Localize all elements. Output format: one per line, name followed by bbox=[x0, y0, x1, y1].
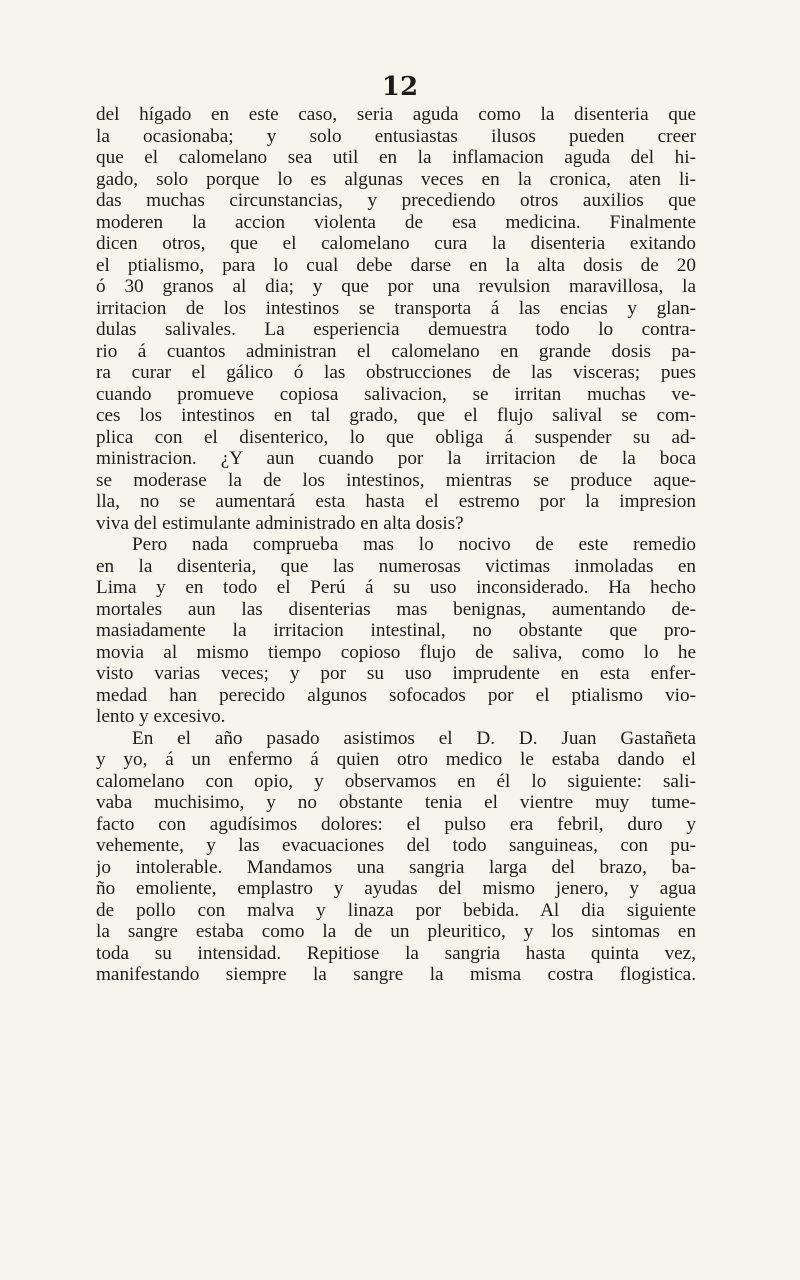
text-line: ministracion. ¿Y aun cuando por la irritacion de la boca bbox=[96, 448, 696, 469]
text-line: manifestando siempre la sangre la misma costra flogistica. bbox=[96, 964, 696, 985]
text-line: la sangre estaba como la de un pleuritico, y los sintomas en bbox=[96, 921, 696, 942]
text-line: viva del estimulante administrado en alta dosis? bbox=[96, 512, 464, 534]
text-line: toda su intensidad. Repitiose la sangria hasta quinta vez, bbox=[96, 942, 696, 964]
text-line: vaba muchisimo, y no obstante tenia el vientre muy tume- bbox=[96, 792, 696, 813]
text-line: de pollo con malva y linaza por bebida. Al dia siguiente bbox=[96, 899, 696, 921]
text-line: facto con agudísimos dolores: el pulso era febril, duro y bbox=[96, 813, 696, 835]
text-line: das muchas circunstancias, y precediendo otros auxilios que bbox=[96, 190, 696, 211]
text-line: la ocasionaba; y solo entusiastas ilusos pueden creer bbox=[96, 125, 696, 147]
text-line: plica con el disenterico, lo que obliga á suspender su ad- bbox=[96, 426, 696, 448]
text-line: el ptialismo, para lo cual debe darse en la alta dosis de 20 bbox=[96, 254, 696, 276]
text-line: En el año pasado asistimos el D. D. Juan Gastañeta bbox=[132, 727, 696, 749]
text-line: ces los intestinos en tal grado, que el flujo salival se com- bbox=[96, 405, 696, 426]
text-line: en la disenteria, que las numerosas victimas inmoladas en bbox=[96, 555, 696, 577]
text-line: mortales aun las disenterias mas benignas, aumentando de- bbox=[96, 598, 696, 620]
text-line: cuando promueve copiosa salivacion, se irritan muchas ve- bbox=[96, 383, 696, 405]
text-line: moderen la accion violenta de esa medicina. Finalmente bbox=[96, 211, 696, 233]
text-line: ra curar el gálico ó las obstrucciones de las visceras; pues bbox=[96, 362, 696, 383]
text-line: Pero nada comprueba mas lo nocivo de este remedio bbox=[132, 534, 696, 555]
text-line: dulas salivales. La esperiencia demuestra todo lo contra- bbox=[96, 319, 696, 340]
text-line: medad han perecido algunos sofocados por el ptialismo vio- bbox=[96, 684, 696, 706]
text-line: ño emoliente, emplastro y ayudas del mismo jenero, y agua bbox=[96, 878, 696, 899]
text-line: que el calomelano sea util en la inflamacion aguda del hi- bbox=[96, 147, 696, 168]
text-line: dicen otros, que el calomelano cura la disenteria exitando bbox=[96, 233, 696, 254]
text-line: lla, no se aumentará esta hasta el estremo por la impresion bbox=[96, 491, 696, 512]
text-line: irritacion de los intestinos se transporta á las encias y glan- bbox=[96, 297, 696, 319]
text-line: lento y excesivo. bbox=[96, 706, 226, 727]
text-line: masiadamente la irritacion intestinal, no obstante que pro- bbox=[96, 620, 696, 641]
text-line: y yo, á un enfermo á quien otro medico le estaba dando el bbox=[96, 749, 696, 770]
text-line: jo intolerable. Mandamos una sangria larga del brazo, ba- bbox=[96, 856, 696, 878]
text-line: gado, solo porque lo es algunas veces en la cronica, aten li- bbox=[96, 168, 696, 190]
text-line: vehemente, y las evacuaciones del todo sanguineas, con pu- bbox=[96, 835, 696, 856]
text-line: Lima y en todo el Perú á su uso inconsiderado. Ha hecho bbox=[96, 577, 696, 598]
text-line: del hígado en este caso, seria aguda como la disenteria que bbox=[96, 104, 696, 125]
text-line: movia al mismo tiempo copioso flujo de saliva, como lo he bbox=[96, 641, 696, 663]
text-line: visto varias veces; y por su uso imprudente en esta enfer- bbox=[96, 663, 696, 684]
text-line: se moderase la de los intestinos, mientras se produce aque- bbox=[96, 469, 696, 491]
body-text bbox=[96, 104, 696, 986]
text-line: rio á cuantos administran el calomelano en grande dosis pa- bbox=[96, 340, 696, 362]
page-number: 12 bbox=[381, 72, 419, 102]
text-line: ó 30 granos al dia; y que por una revulsion maravillosa, la bbox=[96, 276, 696, 297]
text-line: calomelano con opio, y observamos en él lo siguiente: sali- bbox=[96, 770, 696, 792]
